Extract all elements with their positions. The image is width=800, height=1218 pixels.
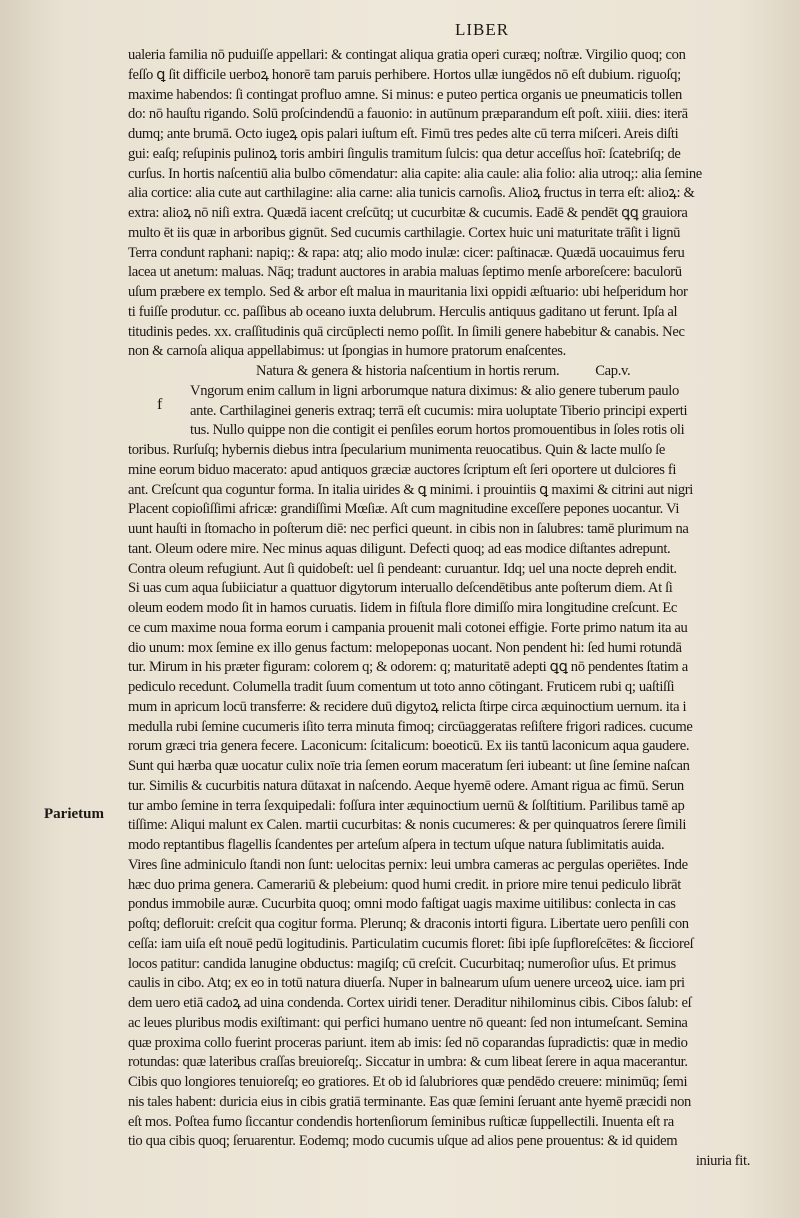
text-line: quæ proxima collo fuerint proceras pariunt. item ab imis: ſed nō coparandas ſupradictis: quæ in medio (128, 1034, 688, 1051)
text-line: tur ambo ſemine in terra ſexquipedali: foſſura inter æquinoctium uernū & ſolſtitium. Parilibus tamē ap (128, 797, 685, 814)
text-line: Placent copioſiſſimi africæ: grandiſſimi Mœſiæ. Aſt cum magnitudine exceſſere pepones uocantur. Vi (128, 501, 680, 518)
text-line: alia cortice: alia cute aut carthilagine: alia carne: alia tunicis carnoſis. Alioꝝ fructus in terra eſt: alioꝝ: & (128, 185, 695, 202)
text-line: Cibis quo longiores tenuioreſq; eo gratiores. Et ob id ſalubriores quæ pendēdo creuere: minimūq; ſemi (128, 1074, 688, 1090)
text-line: tant. Oleum odere mire. Nec minus aquas diligunt. Defecti quoq; ad eas modice diſtantes adrepunt. (128, 540, 671, 557)
text-line: Vngorum enim callum in ligni arborumque natura diximus: & alio genere tuberum paulo (190, 382, 679, 399)
text-line: ualeria familia nō puduiſſe appellari: & contingat aliqua gratia operi curæq; noſtræ. Virgilio quoq; con (128, 47, 686, 63)
text-line: oleum eodem modo ſit in hamos curuatis. Iidem in fiſtula flore dimiſſo mira longitudine creſcunt. Ec (128, 600, 678, 616)
text-line: Terra condunt raphani: napiq;: & rapa: atq; alio modo inulæ: cicer: paſtinacæ. Quædā uocauimus feru (128, 244, 685, 261)
text-line: Si uas cum aqua ſubiiciatur a quattuor digytorum interuallo deſcendētibus ante poſterum diem. At ſi (128, 580, 673, 597)
text-line: tiſſime: Aliqui malunt ex Calen. martii cucurbitas: & nonis cucumeres: & per quinquatros ſerere ſimili (128, 817, 687, 834)
text-line: dio unum: mox ſemine ex illo genus factum: melopeponas uocant. Non pendent hi: ſed humi rotundā (128, 639, 682, 656)
text-line: uunt hauſti in ſtomacho in poſterum diē: nec perfici queunt. in cibis non in ſalubres: tamē plurimum na (128, 521, 689, 537)
marginal-note-parietum: Parietum (44, 806, 104, 822)
text-line: gui: eaſq; reſupinis pulinoꝝ toris ambiri ſingulis tramitum ſulcis: qua detur acceſſus hoī: ſcatebriſq; de (128, 145, 681, 162)
text-line: extra: alioꝝ nō niſi extra. Quædā iacent creſcūtq; ut cucurbitæ & cucumis. Eadē & pendēt ꝗꝗ grauiora (128, 205, 688, 221)
text-line: Vires ſine adminiculo ſtandi non ſunt: uelocitas pernix: leui umbra cameras ac pergulas operiētes. Inde (128, 856, 688, 873)
text-line: iniuria fit. (695, 1153, 750, 1169)
text-line: pondus immobile auræ. Cucurbita quoq; omni modo faſtigat uagis maxime uitilibus: conlecta in cas (128, 896, 676, 913)
text-line: ac leues pluribus modis exiſtimant: qui perfici humano uentre nō queant: ſed non intumeſcant. Semina (128, 1014, 688, 1031)
main-text-column (128, 46, 770, 1172)
text-line: do: nō hauſtu rigando. Solū proſcindendū a fauonio: in autūnum præparandum eſt poſt. xiiii. dies: iterā (128, 106, 688, 123)
text-line: toribus. Rurſuſq; hybernis diebus intra ſpecularium munimenta reuocatibus. Quin & lacte mulſo ſe (128, 442, 666, 458)
text-line: tur. Similis & cucurbitis natura dūtaxat in naſcendo. Aeque hyemē odere. Amant rigua ac fimū. Serun (128, 777, 684, 794)
text-line: multo ēt iis quæ in arboribus gignūt. Sed cucumis carthilagie. Cortex huic uni maturitate trāſit i lignū (128, 224, 681, 241)
marginal-note-f: f (157, 396, 163, 413)
text-line: hæc duo prima genera. Camerariū & plebeium: quod humi credit. in priore mire tenui pediculo librāt (128, 876, 681, 893)
chapter-number: Cap.v. (595, 363, 631, 379)
text-line: rotundas: quæ lateribus craſſas breuioreſq;. Siccatur in umbra: & cum libeat ſerere in aqua macerantur. (128, 1054, 688, 1071)
text-line: feſſo ꝗ ſit difficile uerboꝝ honorē tam paruis perhibere. Hortos ullæ iungēdos nō eſt dubium. riguoſq; (128, 66, 681, 83)
text-line: pediculo recedunt. Columella tradit ſuum comentum ut toto anno cōtingant. Fruticem rubi q; uaſtiſſi (128, 679, 675, 695)
text-line: eſt mos. Poſtea fumo ſiccantur condendis hortenſiorum ſeminibus ruſticæ ſuppellectili. Inuenta eſt ra (128, 1113, 674, 1130)
text-line: uſum præbere ex templo. Sed & arbor eſt malua in mauritania lixi oppidi æſtuario: ubi heſperidum hor (128, 284, 688, 300)
text-line: tio qua cibis quoq; ſeruarentur. Eodemq; modo cucumis uſque ad alios pene prouentus: & id quidem (128, 1133, 678, 1150)
text-line: rorum græci tria genera fecere. Laconicum: ſcitalicum: boeoticū. Ex iis tantū laconicum aqua gaudere. (128, 738, 690, 755)
text-line: maxime habendos: ſi contingat profluo amne. Si minus: e puteo pertica organis ue pneumaticis tollen (128, 86, 682, 103)
text-line: ante. Carthilaginei generis extraq; terrā eſt cucumis: mira uoluptate Tiberio principi experti (190, 402, 688, 419)
text-line: non & carnoſa aliqua appellabimus: ut ſpongias in humore pratorum enaſcentes. (128, 343, 566, 360)
text-line: caulis in cibo. Atq; ex eo in totū natura diuerſa. Nuper in balnearum uſum uenere urceoꝝ uice. iam pri (128, 975, 685, 992)
text-line: ant. Creſcunt qua coguntur forma. In italia uirides & ꝗ minimi. i prouintiis ꝗ maximi & citrini aut nigri (128, 481, 694, 498)
text-line: modo reptantibus flagellis ſcandentes per arteſum aſpera in tectum uſque natura ſublimitatis auida. (128, 837, 665, 853)
chapter-heading-text: Natura & genera & historia naſcentium in hortis rerum. (256, 363, 560, 379)
running-header: LIBER (455, 20, 510, 39)
text-line: titudinis pedes. xx. craſſitudinis quā circūplecti nemo poſſit. In ſimili genere habebitur & canabis. Nec (128, 323, 685, 340)
text-line: poſtq; defloruit: creſcit qua cogitur forma. Plerunq; & draconis intorti figura. Libertate uero penſili con (128, 916, 689, 932)
text-line: ceſſa: iam uiſa eſt nouē pedū logitudinis. Particulatim cucumis floret: ſibi ipſe ſupfloreſcētes: & ſiccioreſ (128, 935, 694, 952)
text-line: medulla rubi ſemine cucumeris iſito terra minuta fimoq; circūaggeratas reſiſtere frigori radices. cucume (128, 718, 693, 735)
text-line: Contra oleum refugiunt. Aut ſi quidobeſt: uel ſi pendeant: curuantur. Idq; uel una nocte depreh endit. (128, 560, 677, 577)
text-line: dumq; ante brumā. Octo iugeꝝ opis palari iuſtum eſt. Fimū tres pedes alte cū terra miſceri. Areis diſti (128, 126, 679, 142)
text-line: locos patitur: candida lanugine obductus: magiſq; cū creſcit. Cucurbitaq; numeroſior uſus. Et primus (128, 955, 676, 972)
text-line: mum in apricum locū transferre: & recidere duū digytoꝝ relicta ſtirpe circa æquinoctium uernum. ita i (128, 698, 687, 715)
text-line: Sunt qui hærba quæ uocatur culix noīe tria ſemen eorum maceratum ſeri iubeant: ut ſine ſemine naſcan (128, 758, 690, 774)
text-line: nis tales habent: duricia eius in cibis gratiā terminante. Eas quæ ſemini ſeruant ante hyemē præcidi non (128, 1093, 691, 1110)
text-line: dem uero etiā cadoꝝ ad uina condenda. Cortex uiridi tener. Deraditur nihilominus cibis. Cibos ſalub: eſ (128, 995, 692, 1011)
text-line: ti fuiſſe produtur. cc. paſſibus ab oceano iuxta delubrum. Herculis antiquus gaditano ut ferunt. Ipſa al (128, 303, 678, 320)
text-line: tur. Mirum in his præter figuram: colorem q; & odorem: q; maturitatē adepti ꝗꝗ nō pendentes ſtatim a (128, 659, 688, 676)
text-line: ce cum maxime noua forma eorum i campania prouenit mali cotonei effigie. Forte primo natum ita au (128, 619, 688, 636)
text-line: curſus. In hortis naſcentiū alia bulbo cōmendatur: alia capite: alia caule: alia folio: alia utroq;: alia ſemine (128, 165, 702, 182)
text-line: tus. Nullo quippe non die contigit ei penſiles eorum hortos promouentibus in ſoles rotis oli (190, 422, 685, 439)
text-line: mine eorum biduo macerato: apud antiquos græciæ auctores ſcriptum eſt ſeri oportere ut dulciores fi (128, 461, 677, 478)
chapter-heading (128, 362, 770, 382)
text-line: lacea ut anetum: maluas. Nāq; tradunt auctores in arabia maluas ſeptimo menſe arboreſcere: baculorū (128, 264, 682, 281)
